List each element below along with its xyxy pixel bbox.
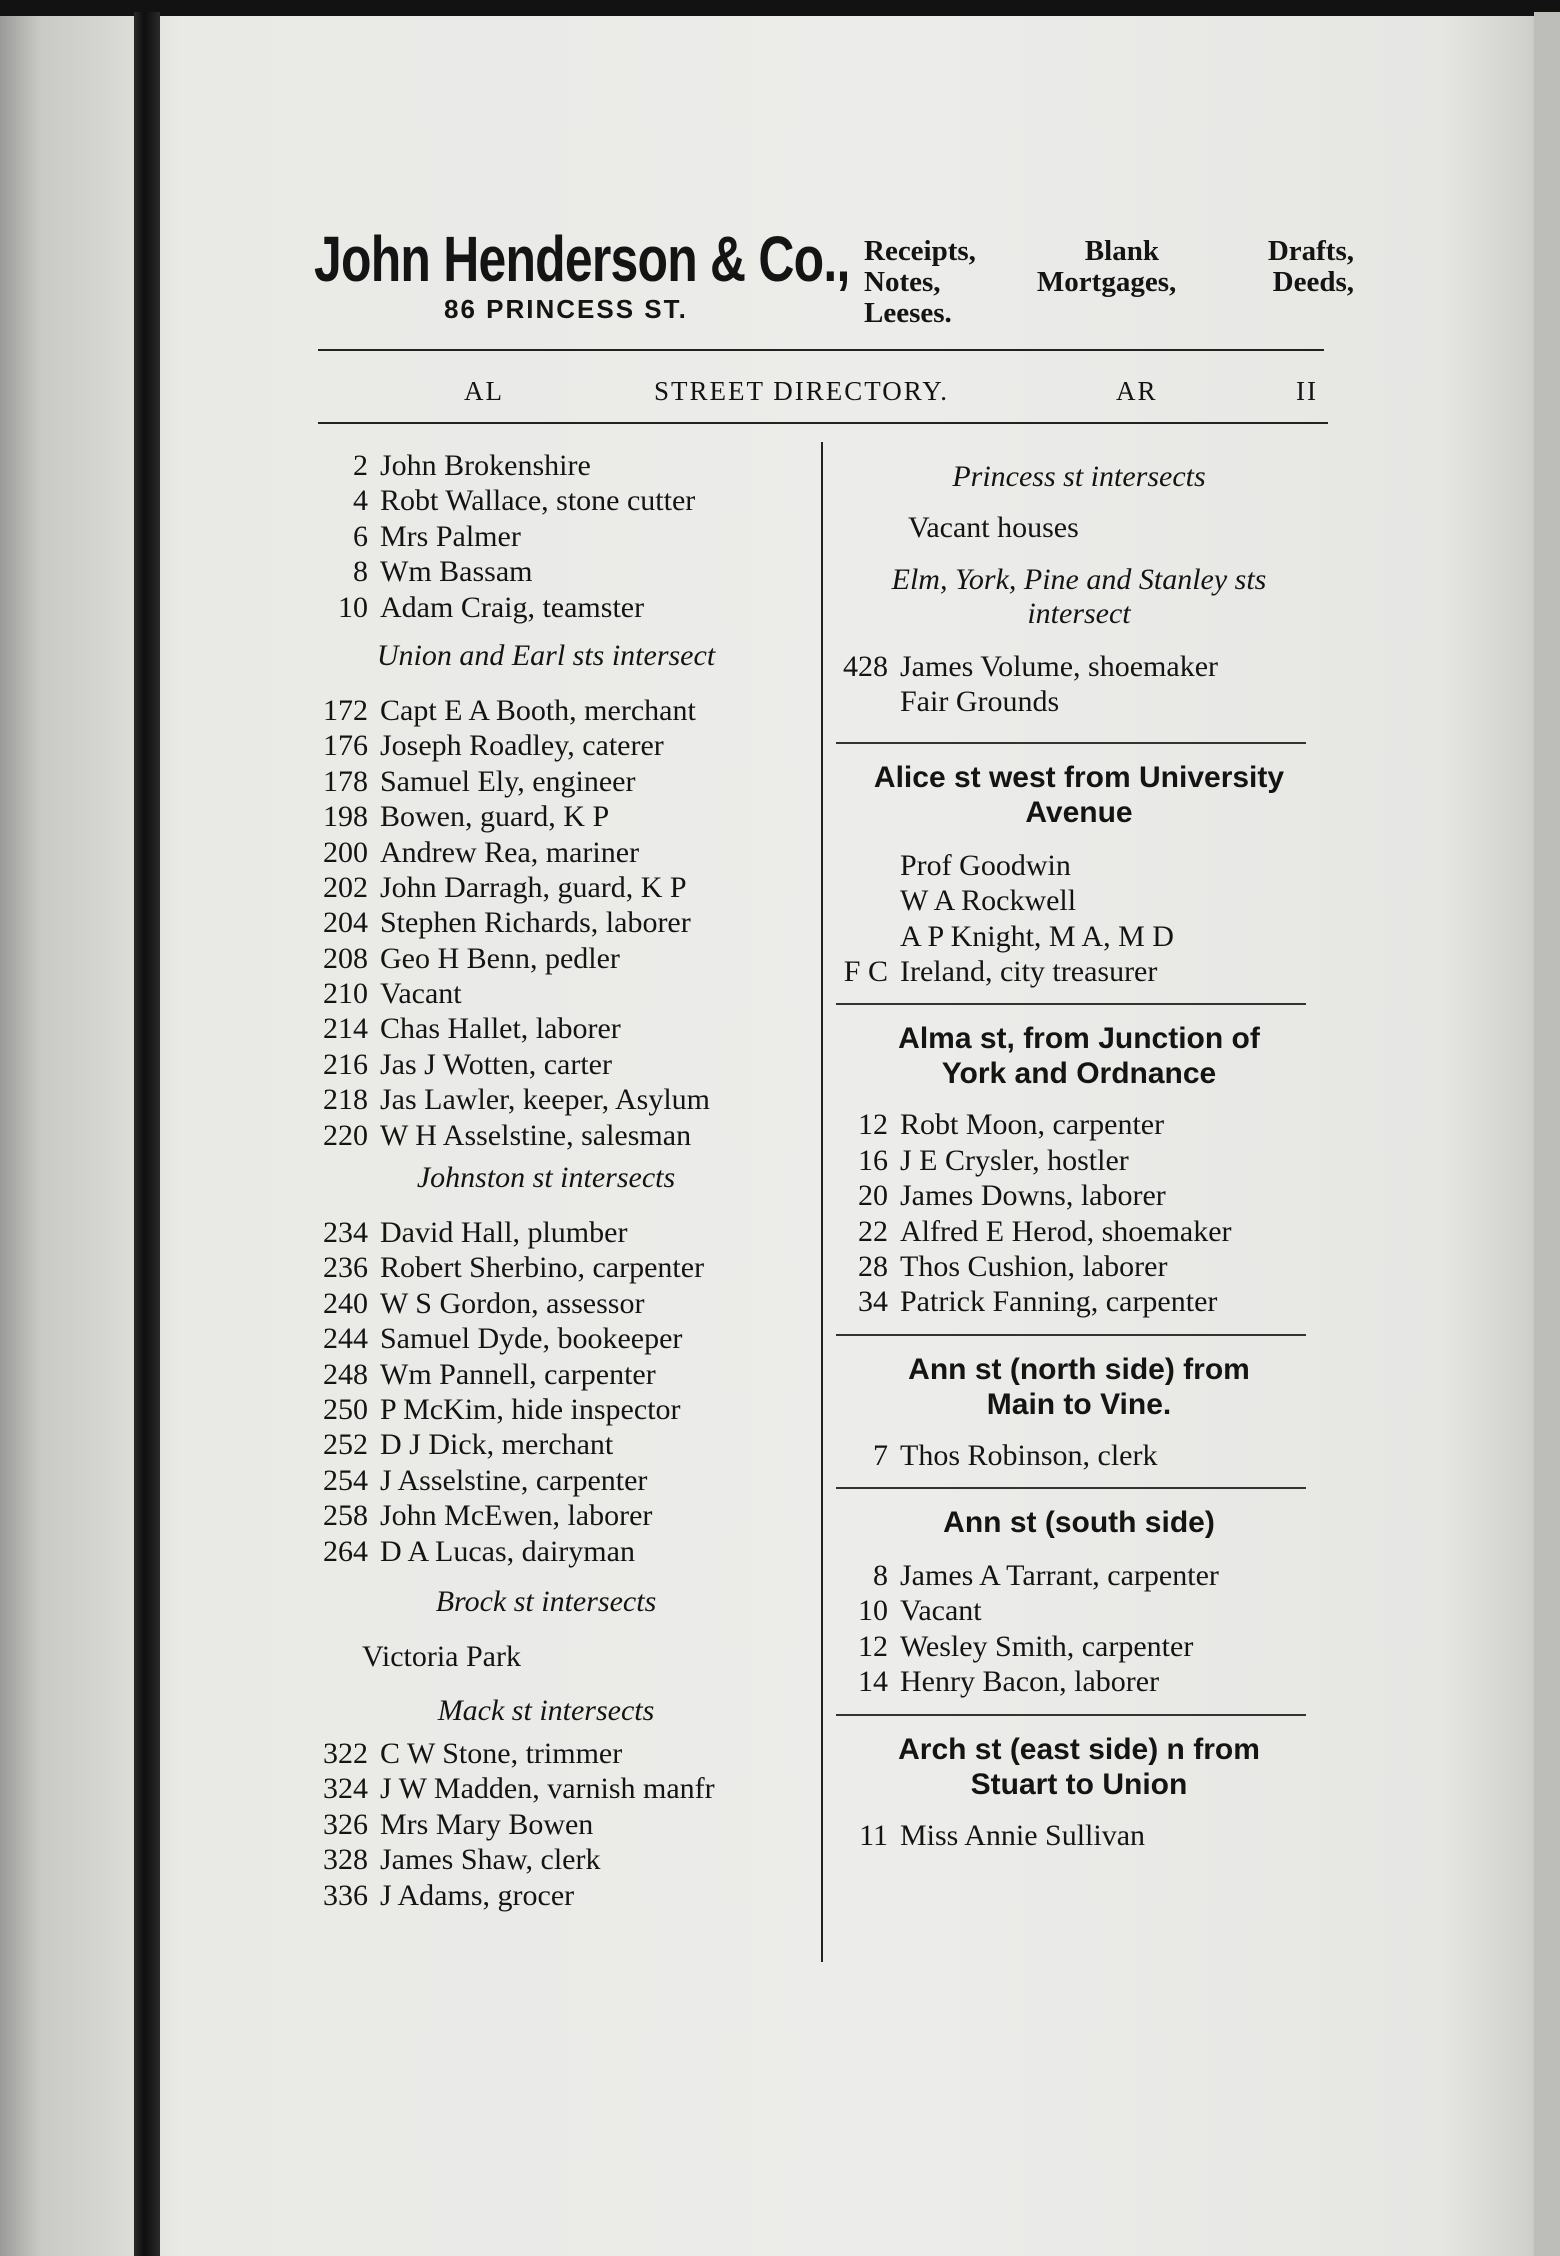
- directory-entry: [296, 1357, 796, 1392]
- street-heading: Main to Vine.: [986, 1387, 1172, 1421]
- resident-name: Robert Sherbino, carpenter: [380, 1251, 705, 1285]
- house-number: 198: [323, 800, 368, 834]
- resident-name: A P Knight, M A, M D: [900, 919, 1174, 953]
- resident-name: David Hall, plumber: [380, 1216, 628, 1250]
- house-number: 248: [323, 1357, 368, 1391]
- house-number: 8: [873, 1559, 888, 1593]
- directory-entry: [296, 976, 796, 1011]
- products-row: [864, 236, 1354, 267]
- entry-list: [296, 693, 796, 1153]
- directory-entry: [826, 1593, 1332, 1628]
- house-number: 12: [858, 1108, 888, 1142]
- house-number: 326: [323, 1807, 368, 1841]
- directory-entry: [826, 1818, 1332, 1853]
- resident-name: Mrs Mary Bowen: [380, 1807, 594, 1841]
- resident-name: Fair Grounds: [900, 685, 1060, 719]
- resident-name: Stephen Richards, laborer: [380, 906, 691, 940]
- resident-name: J Asselstine, carpenter: [380, 1463, 648, 1497]
- advertiser-name: John Henderson & Co.,: [314, 223, 850, 295]
- house-number: 208: [323, 941, 368, 975]
- house-number: 16: [858, 1143, 888, 1177]
- entry-list: [296, 448, 796, 625]
- house-number: 214: [323, 1012, 368, 1046]
- resident-name: J W Madden, varnish manfr: [380, 1772, 715, 1806]
- house-number: 240: [323, 1286, 368, 1320]
- house-number: 6: [353, 519, 368, 553]
- street-heading: Arch st (east side) n from: [898, 1732, 1260, 1766]
- directory-entry: [826, 684, 1332, 719]
- directory-entry: [826, 1107, 1332, 1142]
- house-number: 428: [843, 650, 888, 683]
- resident-name: James Volume, shoemaker: [900, 650, 1219, 683]
- directory-entry: [826, 1249, 1332, 1284]
- directory-entry: [296, 1392, 796, 1427]
- intersection-note: Johnston st intersects: [416, 1161, 676, 1195]
- left-column: [296, 448, 796, 1913]
- directory-entry: [296, 1250, 796, 1285]
- directory-entry: [296, 764, 796, 799]
- directory-entry: [296, 1771, 796, 1806]
- resident-name: Samuel Dyde, bookeeper: [380, 1322, 683, 1356]
- resident-name: Vacant: [900, 1594, 982, 1628]
- resident-name: Ireland, city treasurer: [900, 954, 1158, 988]
- house-number: 176: [323, 729, 368, 763]
- house-number: 10: [858, 1594, 888, 1628]
- park-note: Victoria Park: [362, 1639, 521, 1673]
- house-number: 250: [323, 1392, 368, 1426]
- intersection-note: Elm, York, Pine and Stanley sts: [891, 563, 1267, 596]
- directory-entry: [296, 1498, 796, 1533]
- section-rule: [836, 1334, 1306, 1336]
- house-number: 216: [323, 1047, 368, 1081]
- house-number: 204: [323, 906, 368, 940]
- entry-list: [826, 649, 1332, 720]
- resident-name: W A Rockwell: [900, 884, 1077, 918]
- product-item: Drafts,: [1267, 235, 1354, 267]
- street-heading: Alma st, from Junction of: [898, 1022, 1260, 1056]
- resident-name: Jas J Wotten, carter: [380, 1047, 612, 1081]
- house-number: 34: [858, 1285, 888, 1319]
- directory-entry: [296, 693, 796, 728]
- house-number: 22: [858, 1214, 888, 1248]
- house-number: 336: [323, 1878, 368, 1912]
- directory-entry: [296, 448, 796, 483]
- house-number: 4: [353, 484, 368, 518]
- running-head: [318, 376, 1328, 412]
- house-number: 244: [323, 1322, 368, 1356]
- resident-name: Prof Goodwin: [900, 848, 1071, 882]
- house-number: 12: [858, 1629, 888, 1663]
- intersection-note: Union and Earl sts intersect: [376, 638, 716, 672]
- directory-entry: [296, 1463, 796, 1498]
- advertiser-address: 86 PRINCESS ST.: [444, 294, 688, 324]
- directory-entry: [296, 870, 796, 905]
- directory-entry: [826, 1284, 1332, 1319]
- header-advertisement: [314, 222, 1354, 342]
- house-number: 254: [323, 1463, 368, 1497]
- directory-entry: [296, 1215, 796, 1250]
- house-number: 258: [323, 1499, 368, 1533]
- house-number: 236: [323, 1251, 368, 1285]
- resident-name: Joseph Roadley, caterer: [380, 729, 664, 763]
- house-number: F C: [843, 954, 888, 988]
- resident-name: Wm Pannell, carpenter: [380, 1357, 656, 1391]
- resident-name: Henry Bacon, laborer: [900, 1665, 1160, 1699]
- resident-name: D A Lucas, dairyman: [380, 1534, 635, 1568]
- resident-name: D J Dick, merchant: [380, 1428, 614, 1462]
- directory-entry: [296, 1047, 796, 1082]
- directory-entry: [296, 835, 796, 870]
- house-number: 220: [323, 1118, 368, 1152]
- resident-name: C W Stone, trimmer: [380, 1736, 623, 1770]
- advertised-products: [864, 236, 1354, 329]
- page-number: II: [1296, 376, 1318, 406]
- directory-entry: [826, 1558, 1332, 1593]
- entry-list: [296, 1215, 796, 1569]
- house-number: 172: [323, 693, 368, 727]
- directory-entry: [296, 1321, 796, 1356]
- directory-entry: [826, 1438, 1332, 1473]
- resident-name: Jas Lawler, keeper, Asylum: [380, 1083, 710, 1117]
- directory-entry: [826, 1178, 1332, 1213]
- resident-name: Robt Moon, carpenter: [900, 1108, 1165, 1142]
- house-number: 8: [353, 555, 368, 589]
- resident-name: W H Asselstine, salesman: [380, 1118, 692, 1152]
- directory-entry: [826, 883, 1332, 918]
- entry-list: [826, 1558, 1332, 1700]
- resident-name: Geo H Benn, pedler: [380, 941, 620, 975]
- vacant-houses-note: Vacant houses: [908, 511, 1079, 544]
- section-rule: [836, 1487, 1306, 1489]
- directory-entry: [296, 905, 796, 940]
- product-item: Mortgages,: [1036, 266, 1177, 298]
- product-item: Notes,: [864, 266, 941, 298]
- intersection-note: Princess st intersects: [952, 460, 1206, 493]
- directory-entry: [296, 728, 796, 763]
- street-heading: Ann st (south side): [943, 1506, 1215, 1540]
- resident-name: Patrick Fanning, carpenter: [900, 1285, 1218, 1319]
- house-number: 178: [323, 764, 368, 798]
- resident-name: Adam Craig, teamster: [380, 590, 645, 624]
- house-number: 328: [323, 1843, 368, 1877]
- resident-name: Wesley Smith, carpenter: [900, 1629, 1194, 1663]
- resident-name: Capt E A Booth, merchant: [380, 693, 696, 727]
- street-heading: Stuart to Union: [970, 1767, 1188, 1801]
- house-number: 234: [323, 1216, 368, 1250]
- resident-name: Thos Cushion, laborer: [900, 1249, 1168, 1283]
- resident-name: Chas Hallet, laborer: [380, 1012, 621, 1046]
- running-head-left: AL: [464, 376, 504, 406]
- scan-right-edge: [1534, 12, 1560, 2256]
- entry-list: [826, 1107, 1332, 1319]
- directory-entry: [826, 1214, 1332, 1249]
- house-number: 20: [858, 1179, 888, 1213]
- directory-entry: [296, 941, 796, 976]
- resident-name: Bowen, guard, K P: [380, 800, 610, 834]
- product-item: Receipts,: [864, 235, 976, 267]
- section-rule: [836, 742, 1306, 744]
- house-number: 2: [353, 449, 368, 482]
- street-heading: York and Ordnance: [941, 1057, 1217, 1091]
- directory-entry: [296, 1011, 796, 1046]
- directory-entry: [296, 1286, 796, 1321]
- intersection-note: Mack st intersects: [437, 1693, 655, 1727]
- house-number: 210: [323, 977, 368, 1011]
- resident-name: Wm Bassam: [380, 555, 533, 589]
- directory-entry: [296, 483, 796, 518]
- resident-name: Andrew Rea, mariner: [380, 835, 640, 869]
- resident-name: John Brokenshire: [380, 449, 591, 482]
- entry-list: [826, 848, 1332, 990]
- directory-entry: [296, 799, 796, 834]
- house-number: 322: [323, 1736, 368, 1770]
- resident-name: James Shaw, clerk: [380, 1843, 601, 1877]
- house-number: 28: [858, 1249, 888, 1283]
- products-row: [864, 298, 1354, 329]
- resident-name: Mrs Palmer: [380, 519, 521, 553]
- section-rule: [836, 1714, 1306, 1716]
- directory-entry: [296, 1082, 796, 1117]
- street-heading: Avenue: [1025, 795, 1133, 829]
- resident-name: Miss Annie Sullivan: [900, 1818, 1146, 1852]
- directory-entry: [826, 1664, 1332, 1699]
- resident-name: John Darragh, guard, K P: [380, 870, 687, 904]
- scan-top-edge: [0, 0, 1560, 16]
- directory-entry: [296, 590, 796, 625]
- resident-name: John McEwen, laborer: [380, 1499, 653, 1533]
- running-head-title: STREET DIRECTORY.: [654, 376, 950, 406]
- house-number: 7: [873, 1438, 888, 1472]
- directory-entry: [296, 1807, 796, 1842]
- header-rule: [318, 422, 1328, 424]
- house-number: 10: [338, 590, 368, 624]
- house-number: 264: [323, 1534, 368, 1568]
- header-rule: [318, 349, 1324, 351]
- directory-entry: [826, 848, 1332, 883]
- street-heading: Ann st (north side) from: [908, 1352, 1250, 1386]
- directory-entry: [296, 1534, 796, 1569]
- directory-entry: [826, 1629, 1332, 1664]
- street-heading: Alice st west from University: [873, 760, 1285, 794]
- directory-entry: [296, 554, 796, 589]
- resident-name: Alfred E Herod, shoemaker: [900, 1214, 1232, 1248]
- product-item: Deeds,: [1272, 266, 1354, 298]
- resident-name: James Downs, laborer: [900, 1179, 1166, 1213]
- house-number: 14: [858, 1665, 888, 1699]
- entry-list: [826, 1818, 1332, 1853]
- directory-entry: [296, 1736, 796, 1771]
- product-item: Leeses.: [864, 297, 952, 329]
- intersection-note: Brock st intersects: [435, 1584, 657, 1618]
- running-head-right: AR: [1116, 376, 1158, 406]
- entry-list: [296, 1736, 796, 1913]
- directory-entry: [296, 1842, 796, 1877]
- resident-name: Thos Robinson, clerk: [900, 1438, 1158, 1472]
- column-divider: [821, 442, 823, 1962]
- resident-name: W S Gordon, assessor: [380, 1286, 645, 1320]
- house-number: 218: [323, 1083, 368, 1117]
- directory-entry: [296, 1427, 796, 1462]
- directory-entry: [296, 519, 796, 554]
- directory-entry: [826, 1143, 1332, 1178]
- resident-name: P McKim, hide inspector: [380, 1392, 681, 1426]
- resident-name: James A Tarrant, carpenter: [900, 1559, 1219, 1593]
- section-rule: [836, 1003, 1306, 1005]
- resident-name: J Adams, grocer: [380, 1878, 575, 1912]
- intersection-note: intersect: [1027, 597, 1131, 630]
- directory-entry: [296, 1118, 796, 1153]
- resident-name: Vacant: [380, 977, 462, 1011]
- house-number: 200: [323, 835, 368, 869]
- product-item: Blank: [1084, 235, 1159, 267]
- directory-entry: [826, 919, 1332, 954]
- products-row: [864, 267, 1354, 298]
- resident-name: J E Crysler, hostler: [900, 1143, 1129, 1177]
- resident-name: Robt Wallace, stone cutter: [380, 484, 696, 518]
- directory-entry: [826, 954, 1332, 989]
- book-spine: [134, 12, 160, 2256]
- directory-entry: [296, 1878, 796, 1913]
- house-number: 324: [323, 1772, 368, 1806]
- house-number: 202: [323, 870, 368, 904]
- directory-entry: [826, 649, 1332, 684]
- resident-name: Samuel Ely, engineer: [380, 764, 636, 798]
- entry-list: [826, 1438, 1332, 1473]
- right-column: [826, 460, 1332, 1853]
- house-number: 252: [323, 1428, 368, 1462]
- house-number: 11: [859, 1818, 888, 1852]
